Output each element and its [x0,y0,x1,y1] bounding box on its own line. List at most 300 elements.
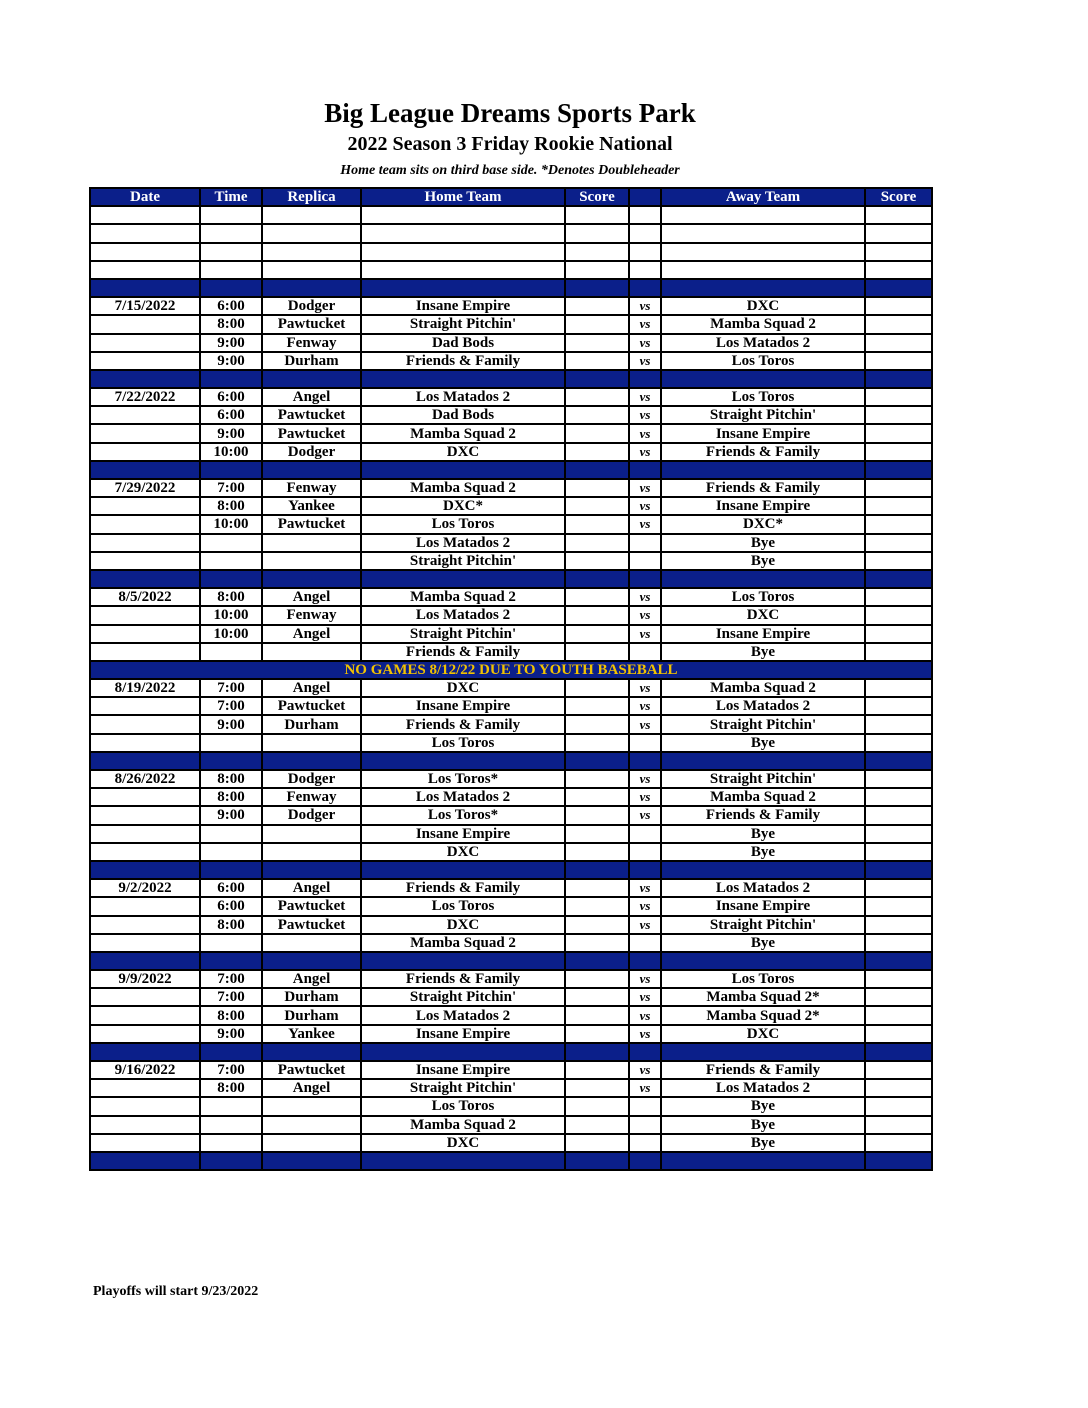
away-score-cell [865,370,932,388]
away-team-cell [661,461,865,479]
schedule-note: Home team sits on third base side. *Denotes Doubleheader [340,163,680,178]
away-team-cell: Friends & Family [661,479,865,497]
table-row [90,515,932,533]
time-cell: 7:00 [200,679,262,697]
home-team-cell: Mamba Squad 2 [361,934,565,952]
separator-row [90,279,932,297]
home-score-cell [565,443,629,461]
home-score-cell [565,916,629,934]
time-cell [200,643,262,661]
replica-cell [262,534,361,552]
time-cell [200,261,262,279]
date-cell [90,861,200,879]
away-team-cell: Straight Pitchin' [661,770,865,788]
table-row [90,479,932,497]
away-team-cell: DXC [661,1025,865,1043]
home-score-cell [565,1097,629,1115]
time-cell: 7:00 [200,1061,262,1079]
home-score-cell [565,934,629,952]
away-score-cell [865,625,932,643]
away-team-cell: Los Matados 2 [661,879,865,897]
vs-cell [629,261,661,279]
away-team-cell: Friends & Family [661,806,865,824]
date-cell [90,715,200,733]
time-cell [200,861,262,879]
home-score-cell [565,1116,629,1134]
header-row [90,188,932,206]
time-cell: 6:00 [200,406,262,424]
away-score-cell [865,406,932,424]
home-team-cell [361,1043,565,1061]
away-team-cell: Mamba Squad 2 [661,788,865,806]
away-team-cell: Mamba Squad 2 [661,679,865,697]
away-team-cell [661,1043,865,1061]
date-cell [90,243,200,261]
home-team-cell [361,1152,565,1170]
replica-cell [262,1097,361,1115]
home-team-cell: Los Matados 2 [361,788,565,806]
home-team-cell: Los Toros [361,515,565,533]
date-cell [90,1043,200,1061]
date-cell: 8/19/2022 [90,679,200,697]
vs-cell: vs [629,988,661,1006]
date-cell [90,224,200,242]
time-cell: 8:00 [200,770,262,788]
separator-row [90,461,932,479]
date-cell [90,1025,200,1043]
vs-cell [629,224,661,242]
vs-cell: vs [629,770,661,788]
date-cell [90,843,200,861]
away-score-cell [865,497,932,515]
time-cell: 7:00 [200,479,262,497]
home-score-cell [565,534,629,552]
vs-cell: vs [629,625,661,643]
replica-cell: Angel [262,1079,361,1097]
vs-cell: vs [629,315,661,333]
home-team-cell: Los Matados 2 [361,606,565,624]
vs-cell [629,934,661,952]
replica-cell: Angel [262,679,361,697]
date-cell [90,752,200,770]
away-team-cell [661,261,865,279]
table-row [90,897,932,915]
away-team-cell: Los Toros [661,588,865,606]
date-cell: 9/16/2022 [90,1061,200,1079]
away-score-cell [865,424,932,442]
away-team-cell: Bye [661,843,865,861]
table-row [90,843,932,861]
home-team-cell [361,206,565,224]
away-score-cell [865,588,932,606]
table-row [90,679,932,697]
separator-row [90,752,932,770]
schedule-table [89,187,933,1171]
vs-cell [629,843,661,861]
vs-cell: vs [629,388,661,406]
table-row [90,315,932,333]
time-cell: 8:00 [200,315,262,333]
vs-cell: vs [629,588,661,606]
replica-cell: Durham [262,1006,361,1024]
vs-cell [629,570,661,588]
time-cell: 9:00 [200,352,262,370]
vs-cell [629,370,661,388]
time-cell [200,734,262,752]
home-team-cell: Los Matados 2 [361,1006,565,1024]
away-score-cell [865,861,932,879]
away-score-cell [865,552,932,570]
home-score-cell [565,424,629,442]
replica-cell: Dodger [262,297,361,315]
vs-cell [629,1116,661,1134]
date-cell [90,806,200,824]
replica-cell: Pawtucket [262,315,361,333]
table-row [90,1134,932,1152]
away-team-cell: Mamba Squad 2 [661,315,865,333]
away-team-cell: Bye [661,734,865,752]
replica-cell [262,1116,361,1134]
col-away-team: Away Team [661,188,865,206]
away-score-cell [865,679,932,697]
date-cell [90,625,200,643]
replica-cell [262,934,361,952]
home-team-cell: DXC [361,443,565,461]
home-team-cell: Los Matados 2 [361,388,565,406]
home-team-cell: Friends & Family [361,970,565,988]
home-team-cell: Los Matados 2 [361,534,565,552]
away-score-cell [865,770,932,788]
away-score-cell [865,1079,932,1097]
home-score-cell [565,952,629,970]
replica-cell: Pawtucket [262,697,361,715]
home-score-cell [565,206,629,224]
away-score-cell [865,443,932,461]
time-cell [200,206,262,224]
away-score-cell [865,916,932,934]
time-cell [200,934,262,952]
date-cell [90,497,200,515]
home-score-cell [565,825,629,843]
away-score-cell [865,1006,932,1024]
date-cell [90,424,200,442]
table-row [90,1116,932,1134]
replica-cell [262,206,361,224]
time-cell: 8:00 [200,916,262,934]
replica-cell: Angel [262,625,361,643]
vs-cell: vs [629,297,661,315]
away-team-cell: Los Matados 2 [661,1079,865,1097]
table-row [90,1097,932,1115]
home-score-cell [565,1152,629,1170]
away-score-cell [865,1116,932,1134]
time-cell [200,552,262,570]
away-score-cell [865,988,932,1006]
away-score-cell [865,606,932,624]
home-score-cell [565,224,629,242]
table-row [90,1006,932,1024]
replica-cell [262,752,361,770]
home-score-cell [565,515,629,533]
table-row [90,788,932,806]
time-cell: 9:00 [200,334,262,352]
home-team-cell: Friends & Family [361,879,565,897]
time-cell: 7:00 [200,988,262,1006]
time-cell [200,825,262,843]
date-cell [90,916,200,934]
home-team-cell: Insane Empire [361,1025,565,1043]
vs-cell: vs [629,1006,661,1024]
time-cell [200,1116,262,1134]
home-score-cell [565,570,629,588]
away-team-cell: Bye [661,1097,865,1115]
away-team-cell: Los Matados 2 [661,697,865,715]
away-score-cell [865,388,932,406]
date-cell: 7/29/2022 [90,479,200,497]
replica-cell: Durham [262,715,361,733]
away-team-cell [661,861,865,879]
notice-text: NO GAMES 8/12/22 DUE TO YOUTH BASEBALL [90,661,932,679]
date-cell [90,1079,200,1097]
table-row [90,970,932,988]
replica-cell [262,861,361,879]
home-team-cell: Friends & Family [361,643,565,661]
replica-cell [262,370,361,388]
home-score-cell [565,406,629,424]
time-cell [200,279,262,297]
vs-cell: vs [629,697,661,715]
home-score-cell [565,625,629,643]
vs-cell: vs [629,606,661,624]
away-team-cell: Friends & Family [661,1061,865,1079]
time-cell [200,243,262,261]
vs-cell [629,643,661,661]
page-title: Big League Dreams Sports Park [324,98,696,128]
home-score-cell [565,297,629,315]
replica-cell: Pawtucket [262,1061,361,1079]
vs-cell [629,279,661,297]
replica-cell: Pawtucket [262,515,361,533]
time-cell: 10:00 [200,515,262,533]
home-team-cell: DXC [361,1134,565,1152]
date-cell [90,825,200,843]
away-score-cell [865,1152,932,1170]
vs-cell [629,861,661,879]
away-team-cell: Los Toros [661,970,865,988]
table-row [90,424,932,442]
away-score-cell [865,461,932,479]
table-row [90,988,932,1006]
time-cell [200,224,262,242]
table-row [90,1061,932,1079]
replica-cell: Pawtucket [262,406,361,424]
table-row [90,879,932,897]
home-team-cell: DXC [361,843,565,861]
home-team-cell [361,570,565,588]
home-team-cell [361,861,565,879]
home-team-cell [361,370,565,388]
col-home-score: Score [565,188,629,206]
home-score-cell [565,643,629,661]
home-team-cell: Los Toros* [361,806,565,824]
time-cell [200,461,262,479]
away-score-cell [865,970,932,988]
replica-cell: Pawtucket [262,916,361,934]
date-cell [90,352,200,370]
away-team-cell: Bye [661,1116,865,1134]
away-team-cell [661,224,865,242]
blank-row [90,206,932,224]
away-score-cell [865,1061,932,1079]
vs-cell [629,206,661,224]
vs-cell: vs [629,679,661,697]
vs-cell [629,1134,661,1152]
date-cell [90,261,200,279]
table-row [90,770,932,788]
replica-cell: Angel [262,588,361,606]
date-cell [90,334,200,352]
away-score-cell [865,825,932,843]
away-score-cell [865,715,932,733]
home-team-cell: Mamba Squad 2 [361,479,565,497]
vs-cell: vs [629,515,661,533]
home-team-cell: Dad Bods [361,334,565,352]
time-cell: 6:00 [200,897,262,915]
home-team-cell: Los Toros* [361,770,565,788]
date-cell: 7/22/2022 [90,388,200,406]
time-cell [200,952,262,970]
away-team-cell: Straight Pitchin' [661,406,865,424]
home-score-cell [565,679,629,697]
replica-cell [262,243,361,261]
time-cell: 6:00 [200,879,262,897]
time-cell [200,570,262,588]
time-cell [200,370,262,388]
blank-row [90,243,932,261]
home-score-cell [565,988,629,1006]
away-team-cell: DXC [661,606,865,624]
schedule-body [90,206,932,1170]
home-team-cell: Straight Pitchin' [361,988,565,1006]
home-team-cell [361,224,565,242]
time-cell: 10:00 [200,625,262,643]
vs-cell [629,1097,661,1115]
date-cell [90,697,200,715]
time-cell [200,1097,262,1115]
away-score-cell [865,534,932,552]
home-score-cell [565,752,629,770]
away-team-cell: Bye [661,1134,865,1152]
home-team-cell: Straight Pitchin' [361,315,565,333]
away-team-cell [661,570,865,588]
away-team-cell: Los Matados 2 [661,334,865,352]
vs-cell: vs [629,497,661,515]
date-cell [90,734,200,752]
home-score-cell [565,279,629,297]
away-score-cell [865,570,932,588]
replica-cell [262,734,361,752]
vs-cell: vs [629,479,661,497]
replica-cell [262,552,361,570]
home-score-cell [565,734,629,752]
date-cell: 8/5/2022 [90,588,200,606]
blank-row [90,261,932,279]
table-row [90,916,932,934]
date-cell [90,988,200,1006]
away-score-cell [865,734,932,752]
away-score-cell [865,752,932,770]
home-team-cell: Insane Empire [361,297,565,315]
replica-cell [262,1134,361,1152]
table-row [90,534,932,552]
replica-cell: Angel [262,879,361,897]
home-team-cell: Friends & Family [361,715,565,733]
home-score-cell [565,879,629,897]
home-team-cell [361,952,565,970]
away-team-cell [661,206,865,224]
vs-cell [629,734,661,752]
replica-cell [262,570,361,588]
replica-cell [262,1152,361,1170]
vs-cell [629,1043,661,1061]
home-team-cell: Los Toros [361,897,565,915]
date-cell [90,643,200,661]
home-score-cell [565,552,629,570]
home-score-cell [565,1006,629,1024]
home-score-cell [565,461,629,479]
date-cell [90,534,200,552]
away-score-cell [865,879,932,897]
table-row [90,1079,932,1097]
table-row [90,443,932,461]
table-row [90,588,932,606]
home-score-cell [565,388,629,406]
home-score-cell [565,897,629,915]
replica-cell [262,825,361,843]
replica-cell: Pawtucket [262,897,361,915]
away-team-cell [661,279,865,297]
time-cell: 8:00 [200,1079,262,1097]
home-team-cell: Mamba Squad 2 [361,588,565,606]
home-score-cell [565,861,629,879]
time-cell: 7:00 [200,970,262,988]
date-cell [90,443,200,461]
time-cell: 9:00 [200,715,262,733]
away-score-cell [865,843,932,861]
vs-cell [629,461,661,479]
time-cell: 9:00 [200,424,262,442]
away-score-cell [865,224,932,242]
away-score-cell [865,697,932,715]
home-score-cell [565,243,629,261]
vs-cell: vs [629,443,661,461]
replica-cell [262,461,361,479]
vs-cell: vs [629,897,661,915]
home-score-cell [565,715,629,733]
vs-cell [629,552,661,570]
vs-cell: vs [629,879,661,897]
vs-cell: vs [629,806,661,824]
away-team-cell: DXC* [661,515,865,533]
date-cell: 7/15/2022 [90,297,200,315]
vs-cell [629,752,661,770]
replica-cell: Dodger [262,806,361,824]
home-team-cell: DXC [361,916,565,934]
away-team-cell: Los Toros [661,388,865,406]
vs-cell [629,1152,661,1170]
date-cell [90,934,200,952]
playoffs-note: Playoffs will start 9/23/2022 [93,1284,259,1299]
